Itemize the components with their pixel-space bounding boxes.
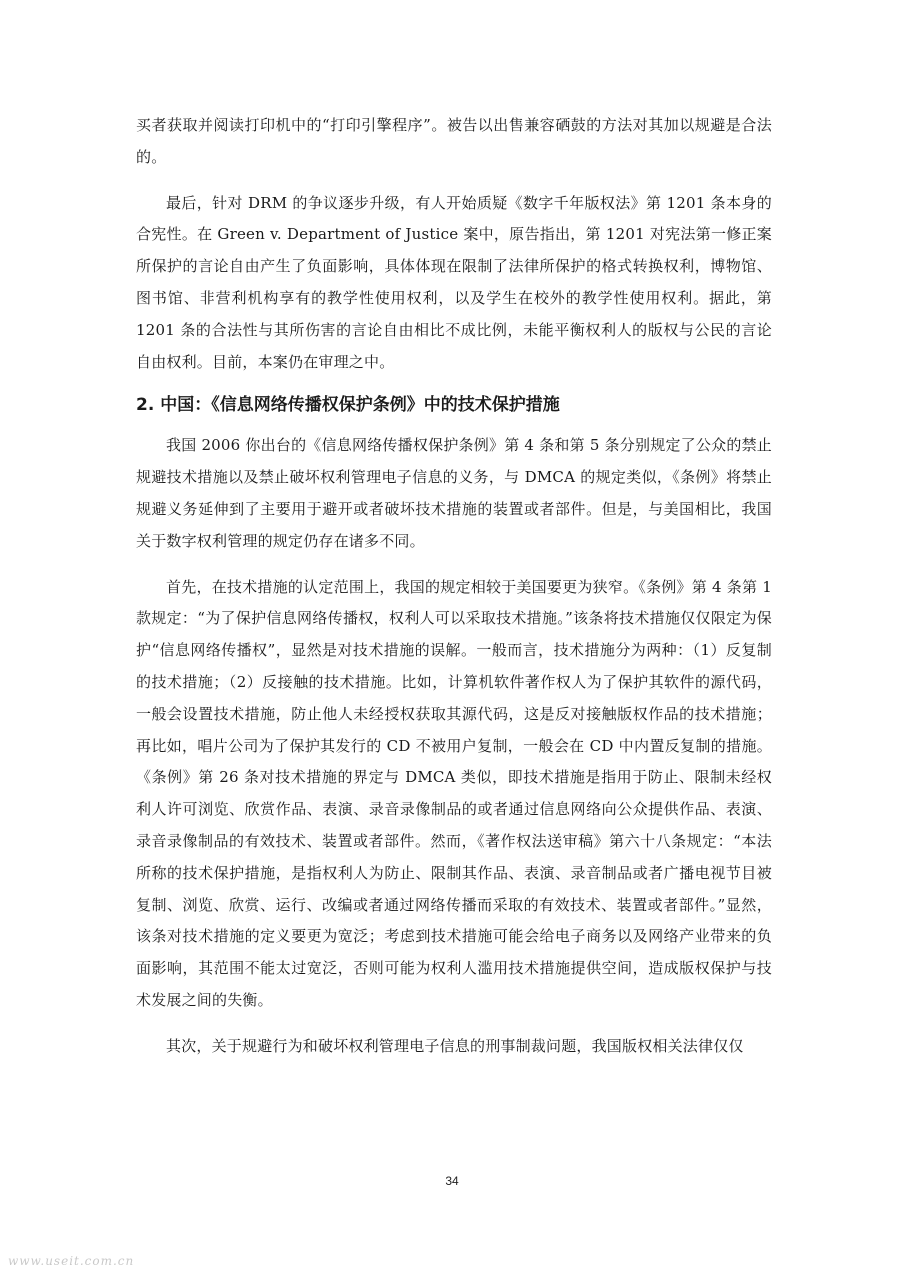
paragraph-china-regulation: 我国 2006 你出台的《信息网络传播权保护条例》第 4 条和第 5 条分别规定了公众的禁止规避技术措施以及禁止破坏权利管理电子信息的义务，与 DMCA 的规定类似，《条例》将禁止规避义务延伸到了主要用于避开或者破坏技术措施的装置或者部件。但是，与美国相比，我国关于数字权利管理的规定仍存在诸多不同。	[136, 436, 772, 550]
watermark-text: www.useit.com.cn	[8, 1254, 135, 1268]
paragraph-scope: 首先，在技术措施的认定范围上，我国的规定相较于美国要更为狭窄。《条例》第 4 条第 1 款规定：“为了保护信息网络传播权，权利人可以采取技术措施。”该条将技术措施仅仅限定为保护“信息网络传播权”，显然是对技术措施的误解。一般而言，技术措施分为两种：（1）反复制的技术措施；（2）反接触的技术措施。比如，计算机软件著作权人为了保护其软件的源代码，一般会设置技术措施，防止他人未经授权获取其源代码，这是反对接触版权作品的技术措施；再比如，唱片公司为了保护其发行的 CD 不被用户复制，一般会在 CD 中内置反复制的措施。《条例》第 26 条对技术措施的界定与 DMCA 类似，即技术措施是指用于防止、限制未经权利人许可浏览、欣赏作品、表演、录音录像制品的或者通过信息网络向公众提供作品、表演、录音录像制品的有效技术、装置或者部件。然而，《著作权法送审稿》第六十八条规定：“本法所称的技术保护措施，是指权利人为防止、限制其作品、表演、录音制品或者广播电视节目被复制、浏览、欣赏、运行、改编或者通过网络传播而采取的有效技术、装置或者部件。”显然，该条对技术措施的定义要更为宽泛；考虑到技术措施可能会给电子商务以及网络产业带来的负面影响，其范围不能太过宽泛，否则可能为权利人滥用技术措施提供空间，造成版权保护与技术发展之间的失衡。	[136, 577, 772, 1009]
page-content	[136, 110, 772, 1063]
section-heading: 2. 中国：《信息网络传播权保护条例》中的技术保护措施	[136, 395, 560, 416]
paragraph-drm-dispute: 最后，针对 DRM 的争议逐步升级，有人开始质疑《数字千年版权法》第 1201 条本身的合宪性。在 Green v. Department of Justice 案中，原告指出，第 1201 对宪法第一修正案所保护的言论自由产生了负面影响，具体体现在限制了法律所保护的格式转换权利，博物馆、图书馆、非营利机构享有的教学性使用权利，以及学生在校外的教学性使用权利。据此，第 1201 条的合法性与其所伤害的言论自由相比不成比例，未能平衡权利人的版权与公民的言论自由权利。目前，本案仍在审理之中。	[136, 193, 772, 371]
paragraph-criminal-sanction: 其次，关于规避行为和破坏权利管理电子信息的刑事制裁问题，我国版权相关法律仅仅	[166, 1036, 744, 1055]
page-number: 34	[445, 1174, 459, 1188]
paragraph-continuation: 买者获取并阅读打印机中的“打印引擎程序”。被告以出售兼容硒鼓的方法对其加以规避是合法的。	[136, 116, 772, 166]
